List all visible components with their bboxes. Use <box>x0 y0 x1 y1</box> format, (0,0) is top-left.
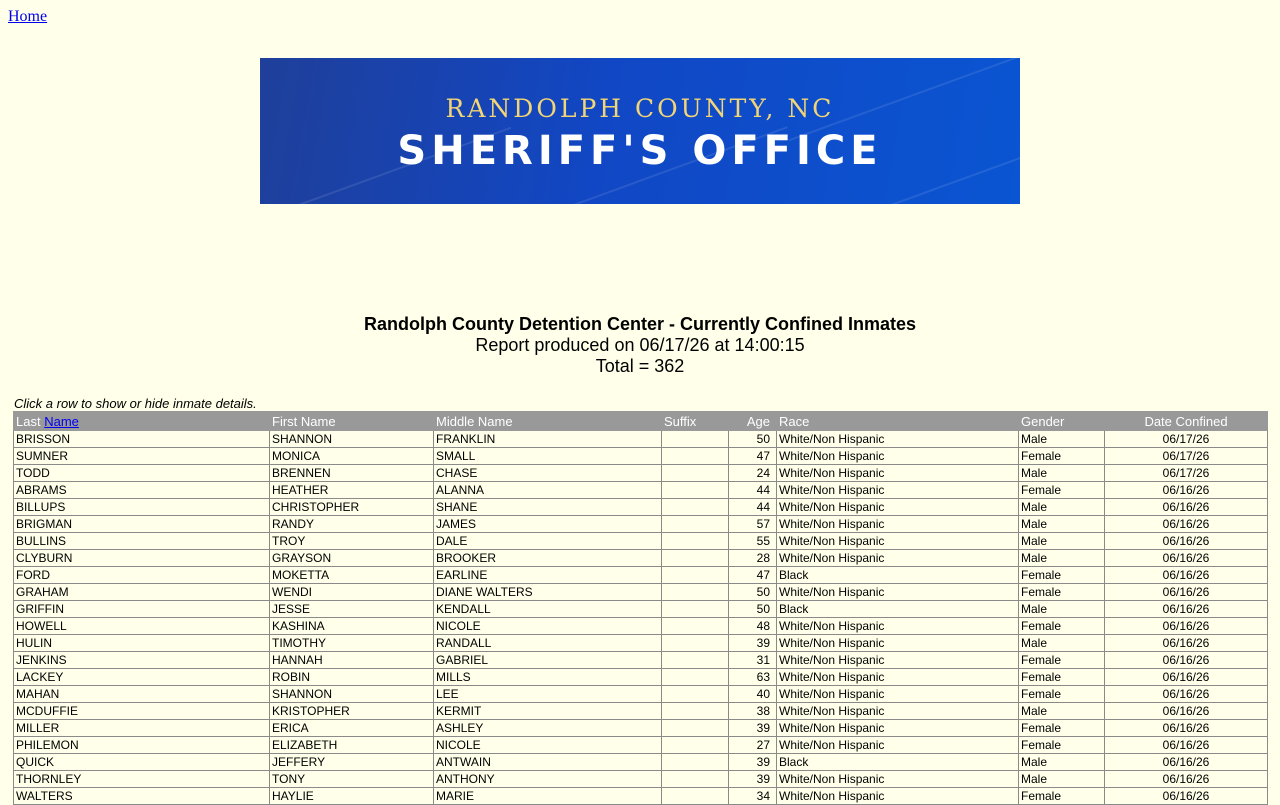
cell-first-name: WENDI <box>270 584 434 601</box>
cell-gender: Female <box>1019 686 1105 703</box>
cell-middle-name: MARIE <box>434 788 662 805</box>
report-title: Randolph County Detention Center - Currently Confined Inmates <box>363 314 916 334</box>
table-row[interactable] <box>14 669 1268 686</box>
cell-last-name: BILLUPS <box>14 499 270 516</box>
cell-middle-name: DIANE WALTERS <box>434 584 662 601</box>
cell-date-confined: 06/16/26 <box>1105 788 1268 805</box>
cell-first-name: TONY <box>270 771 434 788</box>
cell-last-name: WALTERS <box>14 788 270 805</box>
cell-suffix <box>662 652 729 669</box>
cell-gender: Male <box>1019 703 1105 720</box>
cell-suffix <box>662 618 729 635</box>
cell-gender: Female <box>1019 448 1105 465</box>
cell-last-name: PHILEMON <box>14 737 270 754</box>
table-header-row <box>14 412 1268 431</box>
cell-last-name: MCDUFFIE <box>14 703 270 720</box>
cell-gender: Female <box>1019 584 1105 601</box>
cell-middle-name: GABRIEL <box>434 652 662 669</box>
cell-age: 38 <box>729 703 777 720</box>
cell-last-name: HULIN <box>14 635 270 652</box>
cell-last-name: ABRAMS <box>14 482 270 499</box>
cell-last-name: TODD <box>14 465 270 482</box>
cell-gender: Male <box>1019 516 1105 533</box>
cell-suffix <box>662 669 729 686</box>
cell-age: 39 <box>729 720 777 737</box>
cell-suffix <box>662 584 729 601</box>
cell-date-confined: 06/16/26 <box>1105 720 1268 737</box>
cell-date-confined: 06/16/26 <box>1105 482 1268 499</box>
cell-date-confined: 06/16/26 <box>1105 703 1268 720</box>
cell-suffix <box>662 550 729 567</box>
cell-middle-name: LEE <box>434 686 662 703</box>
cell-race: White/Non Hispanic <box>777 448 1019 465</box>
cell-last-name: MAHAN <box>14 686 270 703</box>
cell-age: 39 <box>729 754 777 771</box>
cell-suffix <box>662 567 729 584</box>
cell-middle-name: ANTHONY <box>434 771 662 788</box>
cell-age: 47 <box>729 567 777 584</box>
header-last-name <box>14 412 270 431</box>
cell-age: 31 <box>729 652 777 669</box>
cell-race: Black <box>777 567 1019 584</box>
cell-age: 27 <box>729 737 777 754</box>
cell-race: White/Non Hispanic <box>777 482 1019 499</box>
cell-middle-name: ALANNA <box>434 482 662 499</box>
cell-date-confined: 06/16/26 <box>1105 652 1268 669</box>
cell-age: 28 <box>729 550 777 567</box>
cell-date-confined: 06/16/26 <box>1105 567 1268 584</box>
cell-last-name: GRIFFIN <box>14 601 270 618</box>
cell-age: 50 <box>729 431 777 448</box>
cell-gender: Male <box>1019 499 1105 516</box>
banner-county: RANDOLPH COUNTY, NC <box>445 94 835 123</box>
header-last-label: Last <box>16 413 41 429</box>
cell-race: Black <box>777 601 1019 618</box>
report-timestamp: Report produced on 06/17/26 at 14:00:15 <box>475 335 805 355</box>
cell-gender: Male <box>1019 771 1105 788</box>
cell-age: 50 <box>729 601 777 618</box>
cell-first-name: JESSE <box>270 601 434 618</box>
table-row[interactable] <box>14 465 1268 482</box>
header-date-confined: Date Confined <box>1105 412 1268 431</box>
cell-gender: Male <box>1019 550 1105 567</box>
inmate-table <box>13 411 1268 805</box>
table-row[interactable] <box>14 788 1268 805</box>
cell-middle-name: CHASE <box>434 465 662 482</box>
cell-gender: Male <box>1019 635 1105 652</box>
cell-race: White/Non Hispanic <box>777 465 1019 482</box>
cell-race: White/Non Hispanic <box>777 635 1019 652</box>
cell-gender: Female <box>1019 482 1105 499</box>
header-first-name: First Name <box>270 412 434 431</box>
cell-age: 44 <box>729 482 777 499</box>
cell-suffix <box>662 482 729 499</box>
cell-last-name: LACKEY <box>14 669 270 686</box>
cell-last-name: CLYBURN <box>14 550 270 567</box>
cell-race: White/Non Hispanic <box>777 788 1019 805</box>
table-row[interactable] <box>14 635 1268 652</box>
cell-first-name: ERICA <box>270 720 434 737</box>
cell-first-name: KRISTOPHER <box>270 703 434 720</box>
cell-date-confined: 06/16/26 <box>1105 635 1268 652</box>
table-row[interactable] <box>14 533 1268 550</box>
cell-suffix <box>662 703 729 720</box>
cell-date-confined: 06/16/26 <box>1105 618 1268 635</box>
cell-first-name: KASHINA <box>270 618 434 635</box>
cell-middle-name: ANTWAIN <box>434 754 662 771</box>
cell-race: White/Non Hispanic <box>777 516 1019 533</box>
cell-last-name: SUMNER <box>14 448 270 465</box>
table-row[interactable] <box>14 601 1268 618</box>
cell-suffix <box>662 516 729 533</box>
cell-suffix <box>662 635 729 652</box>
cell-race: White/Non Hispanic <box>777 533 1019 550</box>
cell-first-name: ELIZABETH <box>270 737 434 754</box>
table-row[interactable] <box>14 499 1268 516</box>
cell-first-name: SHANNON <box>270 686 434 703</box>
cell-race: White/Non Hispanic <box>777 431 1019 448</box>
cell-first-name: ROBIN <box>270 669 434 686</box>
cell-middle-name: ASHLEY <box>434 720 662 737</box>
cell-gender: Male <box>1019 465 1105 482</box>
cell-date-confined: 06/16/26 <box>1105 601 1268 618</box>
cell-gender: Female <box>1019 618 1105 635</box>
cell-first-name: BRENNEN <box>270 465 434 482</box>
cell-middle-name: SHANE <box>434 499 662 516</box>
cell-middle-name: KERMIT <box>434 703 662 720</box>
cell-race: White/Non Hispanic <box>777 584 1019 601</box>
cell-age: 50 <box>729 584 777 601</box>
cell-age: 40 <box>729 686 777 703</box>
cell-first-name: HANNAH <box>270 652 434 669</box>
cell-middle-name: RANDALL <box>434 635 662 652</box>
cell-age: 47 <box>729 448 777 465</box>
header-suffix: Suffix <box>662 412 729 431</box>
cell-age: 63 <box>729 669 777 686</box>
cell-gender: Male <box>1019 601 1105 618</box>
cell-first-name: TIMOTHY <box>270 635 434 652</box>
cell-race: Black <box>777 754 1019 771</box>
cell-suffix <box>662 771 729 788</box>
table-row[interactable] <box>14 703 1268 720</box>
cell-suffix <box>662 431 729 448</box>
cell-gender: Male <box>1019 533 1105 550</box>
cell-gender: Female <box>1019 652 1105 669</box>
cell-age: 39 <box>729 771 777 788</box>
home-link[interactable]: Home <box>8 8 48 25</box>
table-row[interactable] <box>14 771 1268 788</box>
table-row[interactable] <box>14 686 1268 703</box>
cell-date-confined: 06/16/26 <box>1105 516 1268 533</box>
header-age: Age <box>729 412 777 431</box>
cell-first-name: MONICA <box>270 448 434 465</box>
cell-age: 48 <box>729 618 777 635</box>
table-row[interactable] <box>14 584 1268 601</box>
cell-middle-name: EARLINE <box>434 567 662 584</box>
cell-first-name: MOKETTA <box>270 567 434 584</box>
cell-date-confined: 06/16/26 <box>1105 771 1268 788</box>
cell-last-name: JENKINS <box>14 652 270 669</box>
cell-last-name: BULLINS <box>14 533 270 550</box>
table-row[interactable] <box>14 737 1268 754</box>
cell-last-name: BRIGMAN <box>14 516 270 533</box>
cell-first-name: HEATHER <box>270 482 434 499</box>
cell-last-name: HOWELL <box>14 618 270 635</box>
report-total: Total = 362 <box>595 356 685 376</box>
cell-suffix <box>662 499 729 516</box>
cell-gender: Male <box>1019 431 1105 448</box>
table-row[interactable] <box>14 448 1268 465</box>
table-row[interactable] <box>14 618 1268 635</box>
cell-first-name: RANDY <box>270 516 434 533</box>
cell-race: White/Non Hispanic <box>777 686 1019 703</box>
header-gender: Gender <box>1019 412 1105 431</box>
cell-middle-name: DALE <box>434 533 662 550</box>
cell-date-confined: 06/16/26 <box>1105 584 1268 601</box>
cell-first-name: JEFFERY <box>270 754 434 771</box>
cell-age: 34 <box>729 788 777 805</box>
cell-middle-name: KENDALL <box>434 601 662 618</box>
cell-date-confined: 06/16/26 <box>1105 550 1268 567</box>
cell-suffix <box>662 601 729 618</box>
cell-date-confined: 06/16/26 <box>1105 686 1268 703</box>
cell-gender: Female <box>1019 720 1105 737</box>
table-row[interactable] <box>14 567 1268 584</box>
cell-middle-name: BROOKER <box>434 550 662 567</box>
cell-suffix <box>662 737 729 754</box>
cell-age: 44 <box>729 499 777 516</box>
cell-last-name: GRAHAM <box>14 584 270 601</box>
cell-date-confined: 06/16/26 <box>1105 754 1268 771</box>
cell-race: White/Non Hispanic <box>777 618 1019 635</box>
cell-date-confined: 06/16/26 <box>1105 533 1268 550</box>
cell-first-name: HAYLIE <box>270 788 434 805</box>
sheriff-banner <box>260 58 1020 204</box>
cell-date-confined: 06/17/26 <box>1105 431 1268 448</box>
table-row[interactable] <box>14 482 1268 499</box>
cell-middle-name: JAMES <box>434 516 662 533</box>
report-header <box>0 314 1280 377</box>
cell-race: White/Non Hispanic <box>777 703 1019 720</box>
cell-suffix <box>662 788 729 805</box>
cell-middle-name: FRANKLIN <box>434 431 662 448</box>
header-race: Race <box>777 412 1019 431</box>
cell-gender: Male <box>1019 754 1105 771</box>
cell-first-name: GRAYSON <box>270 550 434 567</box>
banner-office: SHERIFF'S OFFICE <box>397 128 883 174</box>
cell-date-confined: 06/16/26 <box>1105 499 1268 516</box>
cell-race: White/Non Hispanic <box>777 652 1019 669</box>
cell-last-name: FORD <box>14 567 270 584</box>
cell-last-name: BRISSON <box>14 431 270 448</box>
header-middle-name: Middle Name <box>434 412 662 431</box>
row-click-hint: Click a row to show or hide inmate details. <box>14 396 257 411</box>
cell-gender: Female <box>1019 567 1105 584</box>
cell-suffix <box>662 686 729 703</box>
sort-by-name-link[interactable]: Name <box>44 413 79 429</box>
cell-race: White/Non Hispanic <box>777 737 1019 754</box>
cell-race: White/Non Hispanic <box>777 499 1019 516</box>
cell-race: White/Non Hispanic <box>777 771 1019 788</box>
cell-date-confined: 06/17/26 <box>1105 448 1268 465</box>
cell-date-confined: 06/16/26 <box>1105 669 1268 686</box>
cell-middle-name: SMALL <box>434 448 662 465</box>
cell-race: White/Non Hispanic <box>777 550 1019 567</box>
cell-middle-name: MILLS <box>434 669 662 686</box>
cell-race: White/Non Hispanic <box>777 720 1019 737</box>
cell-middle-name: NICOLE <box>434 737 662 754</box>
cell-suffix <box>662 448 729 465</box>
table-row[interactable] <box>14 720 1268 737</box>
table-row[interactable] <box>14 652 1268 669</box>
cell-gender: Female <box>1019 737 1105 754</box>
cell-age: 24 <box>729 465 777 482</box>
cell-first-name: CHRISTOPHER <box>270 499 434 516</box>
cell-last-name: MILLER <box>14 720 270 737</box>
cell-first-name: SHANNON <box>270 431 434 448</box>
cell-first-name: TROY <box>270 533 434 550</box>
cell-race: White/Non Hispanic <box>777 669 1019 686</box>
table-row[interactable] <box>14 431 1268 448</box>
table-row[interactable] <box>14 516 1268 533</box>
cell-date-confined: 06/17/26 <box>1105 465 1268 482</box>
table-row[interactable] <box>14 550 1268 567</box>
cell-gender: Female <box>1019 788 1105 805</box>
cell-suffix <box>662 720 729 737</box>
cell-suffix <box>662 465 729 482</box>
cell-last-name: QUICK <box>14 754 270 771</box>
cell-date-confined: 06/16/26 <box>1105 737 1268 754</box>
cell-middle-name: NICOLE <box>434 618 662 635</box>
cell-suffix <box>662 533 729 550</box>
cell-age: 57 <box>729 516 777 533</box>
cell-age: 39 <box>729 635 777 652</box>
cell-gender: Female <box>1019 669 1105 686</box>
cell-age: 55 <box>729 533 777 550</box>
table-row[interactable] <box>14 754 1268 771</box>
cell-last-name: THORNLEY <box>14 771 270 788</box>
cell-suffix <box>662 754 729 771</box>
